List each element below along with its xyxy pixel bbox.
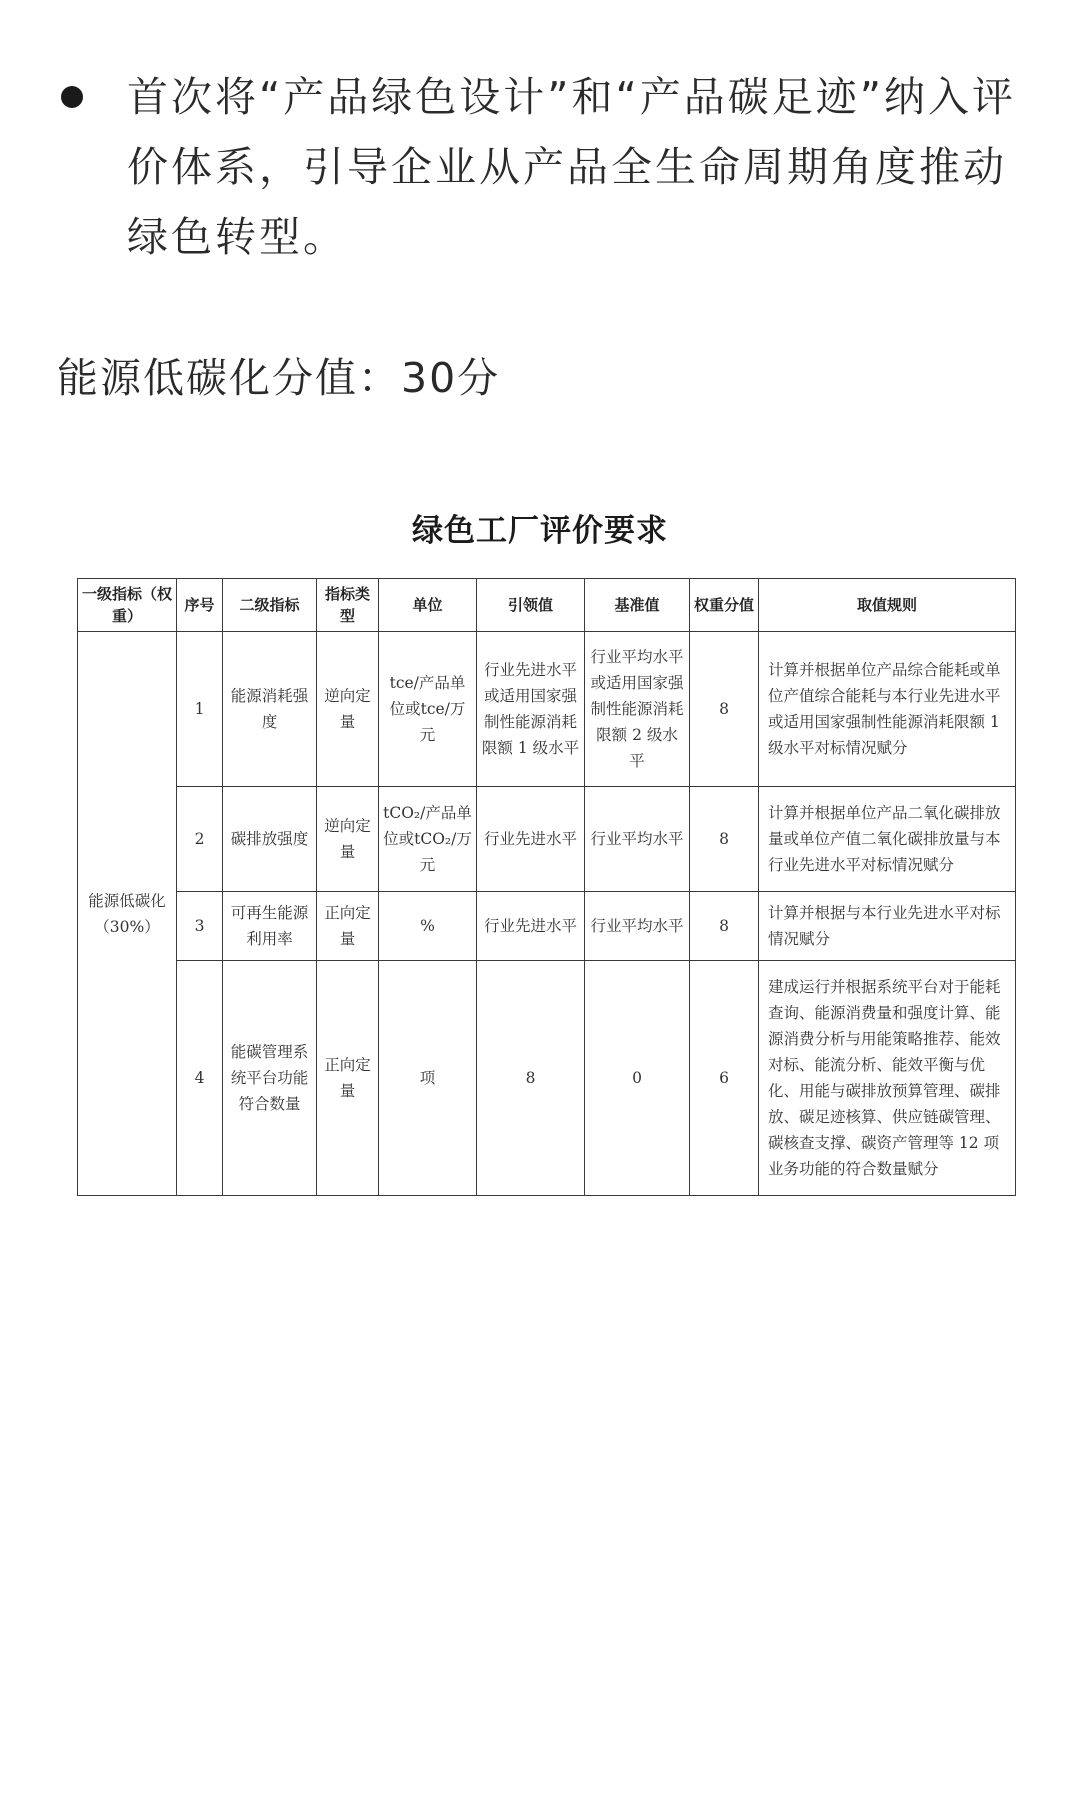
base-cell: 行业平均水平或适用国家强制性能源消耗限额 2 级水平 [585, 632, 690, 787]
header-weight: 权重分值 [690, 579, 759, 632]
category-cell: 能源低碳化（30%） [78, 632, 177, 1196]
base-cell: 行业平均水平 [585, 892, 690, 961]
header-base: 基准值 [585, 579, 690, 632]
lead-cell: 行业先进水平 [477, 892, 585, 961]
seq-cell: 1 [177, 632, 223, 787]
header-level1: 一级指标（权重） [78, 579, 177, 632]
table-row [78, 961, 1016, 1196]
evaluation-table [77, 578, 1016, 1196]
base-cell: 0 [585, 961, 690, 1196]
indicator-cell: 能碳管理系统平台功能符合数量 [223, 961, 317, 1196]
table-row [78, 892, 1016, 961]
header-type: 指标类型 [317, 579, 379, 632]
indicator-cell: 能源消耗强度 [223, 632, 317, 787]
rule-cell: 建成运行并根据系统平台对于能耗查询、能源消费量和强度计算、能源消费分析与用能策略推荐、能效对标、能流分析、能效平衡与优化、用能与碳排放预算管理、碳排放、碳足迹核算、供应链碳管理、碳核查支撑、碳资产管理等 12 项业务功能的符合数量赋分 [759, 961, 1016, 1196]
rule-cell: 计算并根据单位产品二氧化碳排放量或单位产值二氧化碳排放量与本行业先进水平对标情况赋分 [759, 787, 1016, 892]
type-cell: 逆向定量 [317, 632, 379, 787]
base-cell: 行业平均水平 [585, 787, 690, 892]
bullet-text: 首次将“产品绿色设计”和“产品碳足迹”纳入评价体系，引导企业从产品全生命周期角度推动绿色转型。 [127, 73, 1016, 261]
type-cell: 逆向定量 [317, 787, 379, 892]
unit-cell: 项 [379, 961, 477, 1196]
indicator-cell: 可再生能源利用率 [223, 892, 317, 961]
rule-cell: 计算并根据单位产品综合能耗或单位产值综合能耗与本行业先进水平或适用国家强制性能源消耗限额 1 级水平对标情况赋分 [759, 632, 1016, 787]
lead-cell: 8 [477, 961, 585, 1196]
header-seq: 序号 [177, 579, 223, 632]
unit-cell: tCO₂/产品单位或tCO₂/万元 [379, 787, 477, 892]
table-title: 绿色工厂评价要求 [412, 513, 668, 549]
unit-cell: tce/产品单位或tce/万元 [379, 632, 477, 787]
type-cell: 正向定量 [317, 961, 379, 1196]
header-unit: 单位 [379, 579, 477, 632]
seq-cell: 3 [177, 892, 223, 961]
type-cell: 正向定量 [317, 892, 379, 961]
weight-cell: 8 [690, 892, 759, 961]
seq-cell: 2 [177, 787, 223, 892]
bullet-dot-icon [61, 86, 83, 108]
header-rule: 取值规则 [759, 579, 1016, 632]
weight-cell: 8 [690, 632, 759, 787]
lead-cell: 行业先进水平 [477, 787, 585, 892]
rule-cell: 计算并根据与本行业先进水平对标情况赋分 [759, 892, 1016, 961]
weight-cell: 8 [690, 787, 759, 892]
unit-cell: % [379, 892, 477, 961]
table-row [78, 787, 1016, 892]
table-row [78, 632, 1016, 787]
table-header-row [78, 579, 1016, 632]
indicator-cell: 碳排放强度 [223, 787, 317, 892]
weight-cell: 6 [690, 961, 759, 1196]
header-lead: 引领值 [477, 579, 585, 632]
header-level2: 二级指标 [223, 579, 317, 632]
score-line: 能源低碳化分值：30分 [57, 354, 501, 402]
seq-cell: 4 [177, 961, 223, 1196]
lead-cell: 行业先进水平或适用国家强制性能源消耗限额 1 级水平 [477, 632, 585, 787]
